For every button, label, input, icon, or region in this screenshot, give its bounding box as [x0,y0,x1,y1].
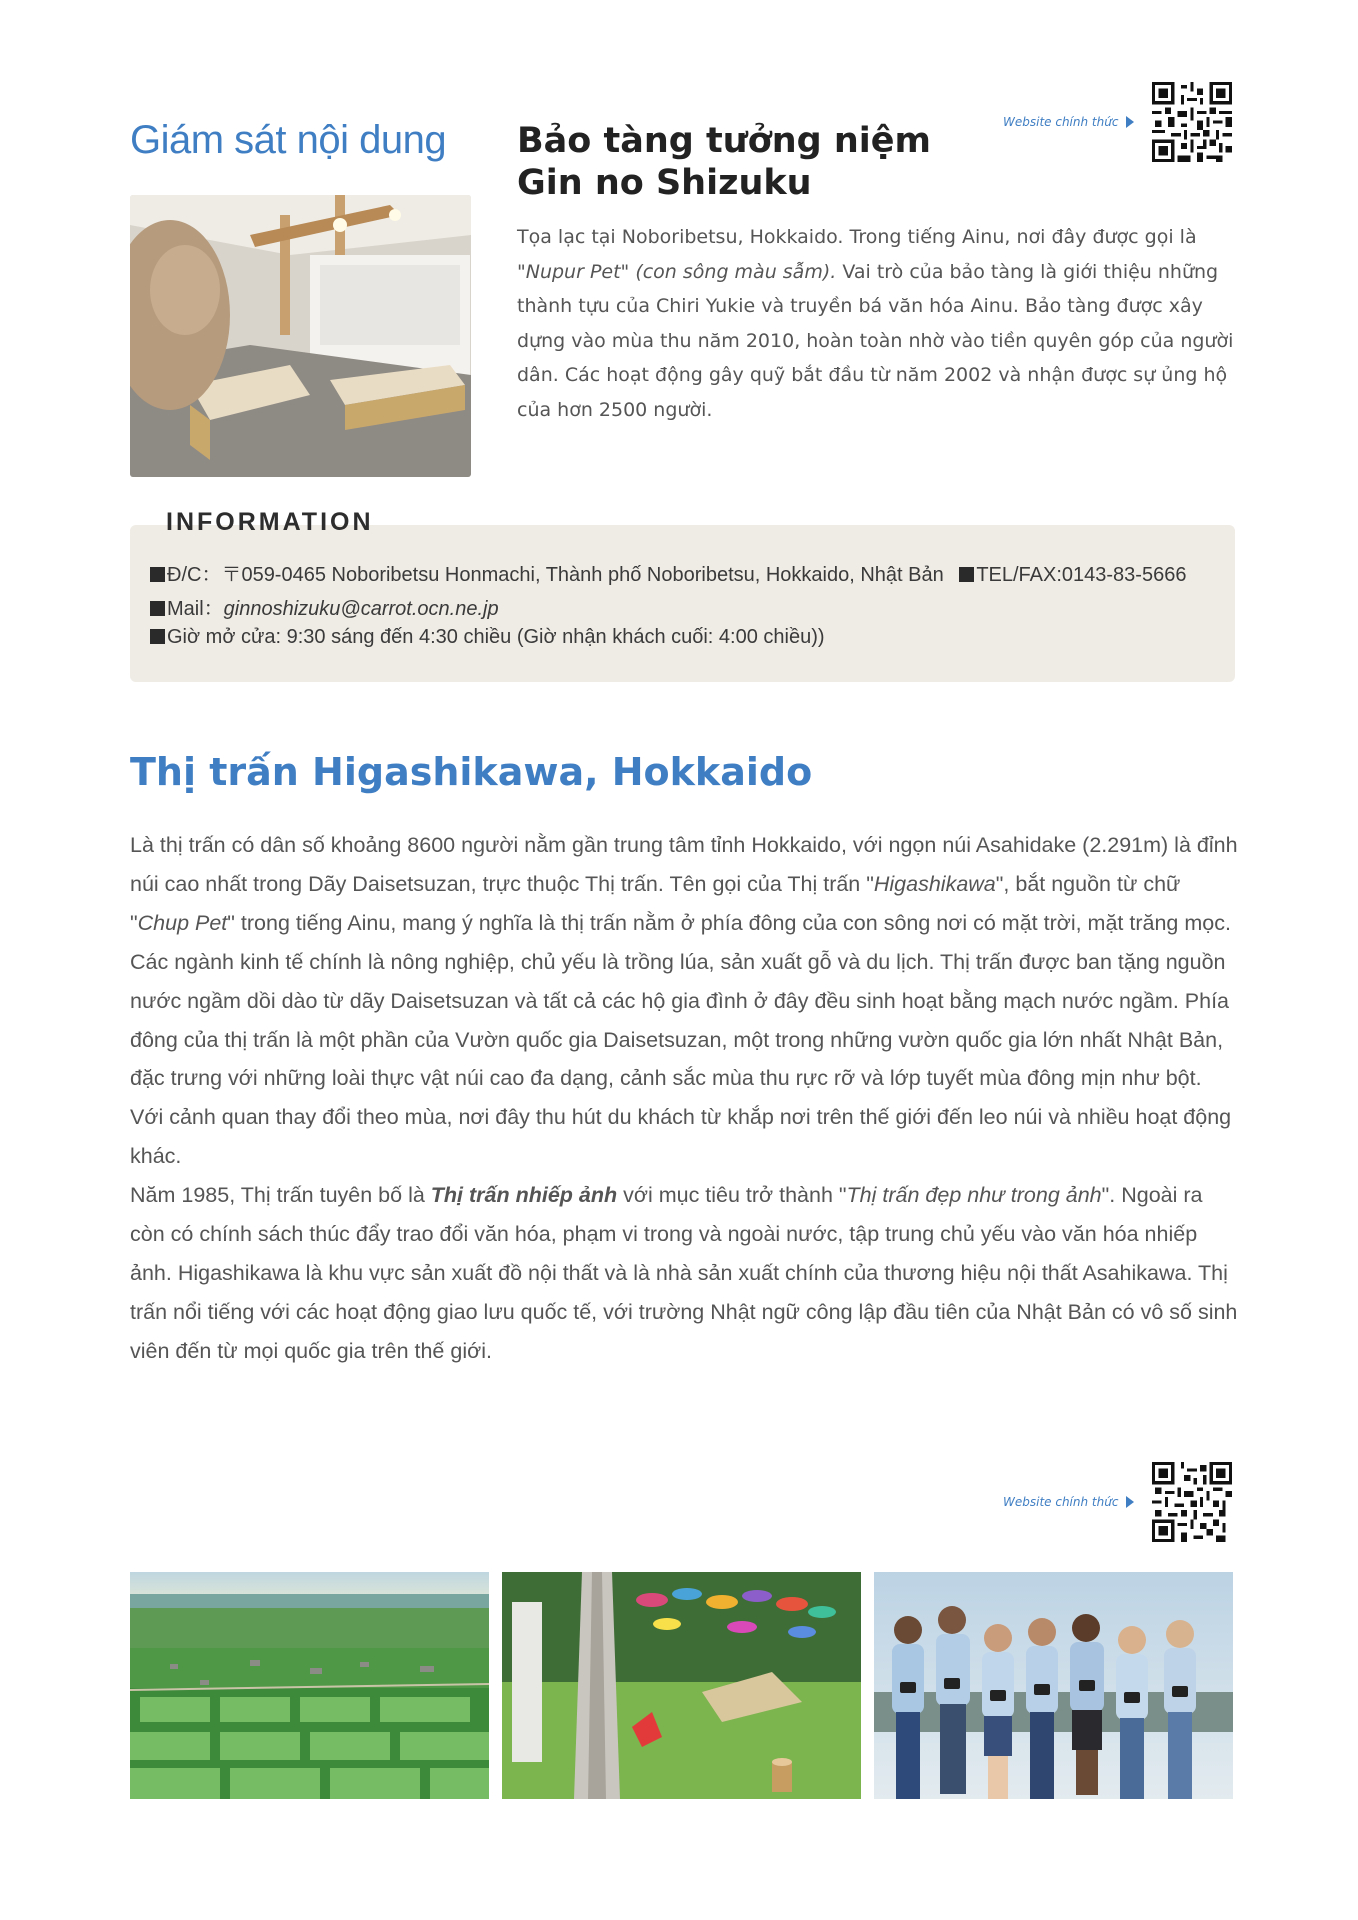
arrow-right-icon [1126,1496,1134,1508]
museum-desc-ainu-name: "Nupur Pet" (con sông màu sẫm). [517,260,837,283]
rice-fields-aerial-photo [130,1572,489,1799]
bullet-square-icon [150,567,165,582]
town-paragraph-2: Các ngành kinh tế chính là nông nghiệp, chủ yếu là trồng lúa, sản xuất gỗ và du lịch. Thị trấn được ban tặng nguồn nước ngầm dồi dào từ dãy Daisetsuzan và tất cả các hộ gia đình ở đây đều sinh hoạt bằng mạch nước ngầm. Phía đông của thị trấn là một phần của Vườn quốc gia Daisetsuzan, một trong những vườn quốc gia lớn nhất Nhật Bản, đặc trưng với những loài thực vật núi cao đa dạng, cảnh sắc mùa thu rực rỡ và lớp tuyết mùa đông mịn như bột. Với cảnh quan thay đổi theo mùa, nơi đây thu hút du khách từ khắp nơi trên thế giới đến leo núi và nhiều hoạt động khác. [130,949,1232,1169]
official-website-link[interactable] [1003,82,1232,162]
info-tel: TEL/FAX:0143-83-5666 [976,564,1187,586]
town-paragraph-1: Là thị trấn có dân số khoảng 8600 người nằm gần trung tâm tỉnh Hokkaido, với ngọn núi Asahidake (2.291m) là đỉnh núi cao nhất trong Dãy Daisetsuzan, trực thuộc Thị trấn. Tên gọi của Thị trấn "Higashikawa", bắt nguồn từ chữ "Chup Pet" trong tiếng Ainu, mang ý nghĩa là thị trấn nằm ở phía đông của con sông nơi có mặt trời, mặt trăng mọc. [130,833,1238,935]
info-hours-line [150,626,825,649]
official-website-label: Website chính thức [1003,1495,1119,1509]
park-umbrellas-photo [502,1572,861,1799]
museum-desc-text: Tọa lạc tại Noboribetsu, Hokkaido. Trong tiếng Ainu, nơi đây được gọi là [517,226,1197,248]
qr-code-icon [1152,82,1232,162]
museum-title [517,120,931,204]
info-hours: Giờ mở cửa: 9:30 sáng đến 4:30 chiều (Giờ nhận khách cuối: 4:00 chiều)) [167,626,825,648]
museum-description [517,220,1235,427]
information-box [130,525,1235,682]
town-title: Thị trấn Higashikawa, Hokkaido [130,750,813,794]
information-heading: INFORMATION [166,508,374,536]
museum-interior-photo [130,195,471,477]
museum-desc-text-2: Vai trò của bảo tàng là giới thiệu những thành tựu của Chiri Yukie và truyền bá văn hóa Ainu. Bảo tàng được xây dựng vào mùa thu năm 2010, hoàn toàn nhờ vào tiền quyên góp của người dân. Các hoạt động gây quỹ bắt đầu từ năm 2002 và nhận được sự ủng hộ của hơn 2500 người. [517,260,1234,421]
museum-title-line2: Gin no Shizuku [517,163,812,203]
info-mail-label: Mail： [167,598,224,620]
town-paragraph-3: Năm 1985, Thị trấn tuyên bố là Thị trấn nhiếp ảnh với mục tiêu trở thành "Thị trấn đẹp như trong ảnh". Ngoài ra còn có chính sách thúc đẩy trao đổi văn hóa, phạm vi trong và ngoài nước, tập trung chủ yếu vào văn hóa nhiếp ảnh. Higashikawa là khu vực sản xuất đồ nội thất và là nhà sản xuất chính của thương hiệu nội thất Asahikawa. Thị trấn nổi tiếng với các hoạt động giao lưu quốc tế, với trường Nhật ngữ công lập đầu tiên của Nhật Bản có vô số sinh viên đến từ mọi quốc gia trên thế giới. [130,1183,1238,1363]
town-official-website-link[interactable] [1003,1462,1232,1542]
town-description [130,826,1240,1371]
bullet-square-icon [959,567,974,582]
info-mail-line [150,592,499,621]
official-website-label: Website chính thức [1003,115,1119,129]
qr-code-icon [1152,1462,1232,1542]
info-address: Đ/C：〒059-0465 Noboribetsu Honmachi, Thành phố Noboribetsu, Hokkaido, Nhật Bản [167,564,944,586]
info-address-line [150,558,1186,587]
arrow-right-icon [1126,116,1134,128]
bullet-square-icon [150,601,165,616]
museum-title-line1: Bảo tàng tưởng niệm [517,121,932,161]
info-mail-link[interactable]: ginnoshizuku@carrot.ocn.ne.jp [223,598,499,620]
bullet-square-icon [150,629,165,644]
section-title: Giám sát nội dung [130,118,447,162]
students-group-photo [874,1572,1233,1799]
